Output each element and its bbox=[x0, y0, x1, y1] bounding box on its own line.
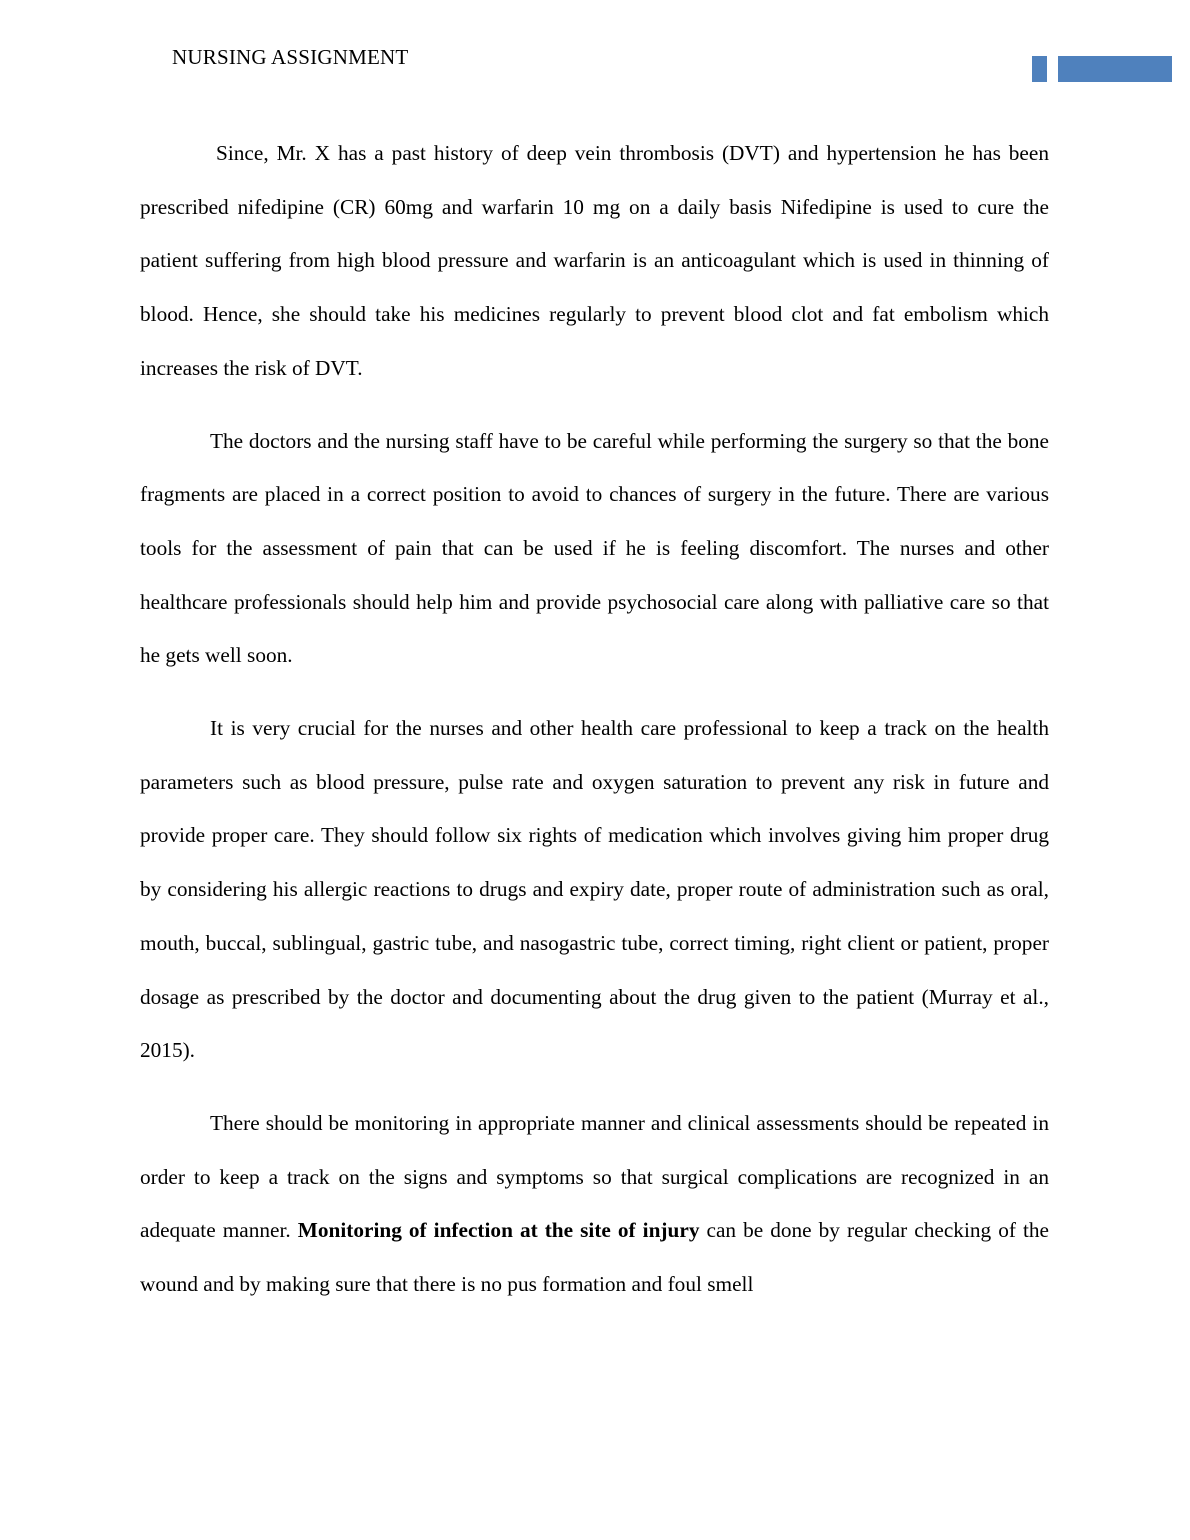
header-accent-bar bbox=[1032, 56, 1172, 82]
paragraph-monitoring-bold-phrase: Monitoring of infection at the site of injury bbox=[297, 1218, 700, 1243]
paragraph-surgery-care: The doctors and the nursing staff have to be careful while performing the surgery so that the bone fragments are placed in a correct position to avoid to chances of surgery in the future. There are various tools for the assessment of pain that can be used if he is feeling discomfort. The nurses and other healthcare professionals should help him and provide psychosocial care along with palliative care so that he gets well soon. bbox=[140, 428, 1049, 668]
paragraph-monitoring-text-after: can be done by regular checking of the wound and by making sure that there is no pus formation and foul smell bbox=[140, 1218, 1049, 1297]
document-body bbox=[140, 127, 1049, 1331]
paragraph-monitoring bbox=[140, 1097, 1049, 1312]
header-accent-long-block bbox=[1058, 56, 1172, 82]
header-title: NURSING ASSIGNMENT bbox=[172, 45, 409, 69]
paragraph-health-parameters: It is very crucial for the nurses and other health care professional to keep a track on the health parameters such as blood pressure, pulse rate and oxygen saturation to prevent any risk in future and provide proper care. They should follow six rights of medication which involves giving him proper drug by considering his allergic reactions to drugs and expiry date, proper route of administration such as oral, mouth, buccal, sublingual, gastric tube, and nasogastric tube, correct timing, right client or patient, proper dosage as prescribed by the doctor and documenting about the drug given to the patient (Murray et al., 2015). bbox=[140, 716, 1049, 1063]
header-accent-small-block bbox=[1032, 56, 1047, 82]
paragraph-medication-history: Since, Mr. X has a past history of deep vein thrombosis (DVT) and hypertension he has been prescribed nifedipine (CR) 60mg and warfarin 10 mg on a daily basis Nifedipine is used to cure the patient suffering from high blood pressure and warfarin is an anticoagulant which is used in thinning of blood. Hence, she should take his medicines regularly to prevent blood clot and fat embolism which increases the risk of DVT. bbox=[140, 141, 1049, 380]
paragraph-monitoring-text-before: There should be monitoring in appropriate manner and clinical assessments should be repeated in order to keep a track on the signs and symptoms so that surgical complications are recognized in an adequate manner. bbox=[140, 1110, 1049, 1243]
